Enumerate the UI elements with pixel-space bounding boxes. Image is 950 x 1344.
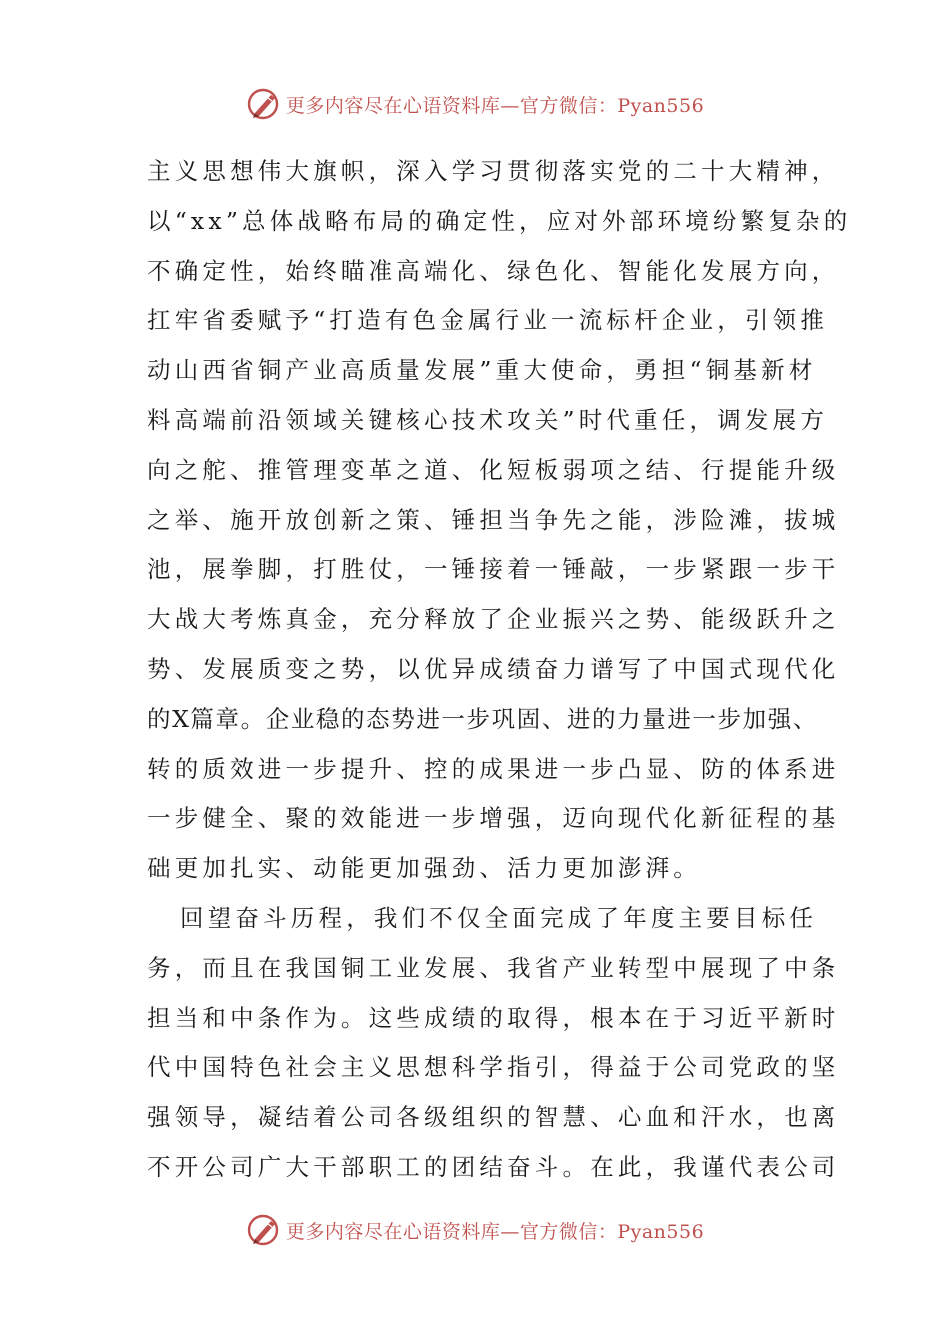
watermark-text: 更多内容尽在心语资料库—官方微信：Pyan556 [285,94,705,117]
body-line: 担当和中条作为。这些成绩的取得，根本在于习近平新时 [147,1003,840,1032]
body-line: 向之舵、推管理变革之道、化短板弱项之结、行提能升级 [147,455,840,484]
body-line: 一步健全、聚的效能进一步增强，迈向现代化新征程的基 [147,804,840,833]
pen-circle-icon [246,1212,282,1248]
body-line: 础更加扎实、动能更加强劲、活力更加澎湃。 [147,854,701,883]
body-line: 以“xx”总体战略布局的确定性，应对外部环境纷繁复杂的 [147,206,852,235]
pen-circle-icon [246,86,282,122]
body-line: 主义思想伟大旗帜，深入学习贯彻落实党的二十大精神， [147,157,840,185]
body-line: 动山西省铜产业高质量发展”重大使命，勇担“铜基新材 [147,356,817,385]
watermark-text: 更多内容尽在心语资料库—官方微信：Pyan556 [285,1220,705,1243]
paragraph-first-line: 回望奋斗历程，我们不仅全面完成了年度主要目标任 [180,903,818,932]
body-line: 的X篇章。企业稳的态势进一步巩固、进的力量进一步加强、 [147,704,818,733]
body-line: 不开公司广大干部职工的团结奋斗。在此，我谨代表公司 [147,1152,840,1181]
body-line: 代中国特色社会主义思想科学指引，得益于公司党政的坚 [147,1053,840,1082]
footer-watermark [0,1210,950,1250]
body-line: 势、发展质变之势，以优异成绩奋力谱写了中国式现代化 [147,654,840,683]
header-watermark [0,84,950,124]
body-line: 强领导，凝结着公司各级组织的智慧、心血和汗水，也离 [147,1103,840,1132]
body-line: 不确定性，始终瞄准高端化、绿色化、智能化发展方向， [147,256,840,285]
body-line: 大战大考炼真金，充分释放了企业振兴之势、能级跃升之 [147,605,840,634]
body-line: 转的质效进一步提升、控的成果进一步凸显、防的体系进 [147,754,840,783]
body-line: 池，展拳脚，打胜仗，一锤接着一锤敲，一步紧跟一步干 [147,555,840,584]
body-line: 务，而且在我国铜工业发展、我省产业转型中展现了中条 [147,953,840,982]
body-line: 之举、施开放创新之策、锤担当争先之能，涉险滩，拔城 [147,505,840,534]
document-body [147,147,852,1193]
body-line: 扛牢省委赋予“打造有色金属行业一流标杆企业，引领推 [147,306,829,335]
body-line: 料高端前沿领域关键核心技术攻关”时代重任，调发展方 [147,405,829,434]
